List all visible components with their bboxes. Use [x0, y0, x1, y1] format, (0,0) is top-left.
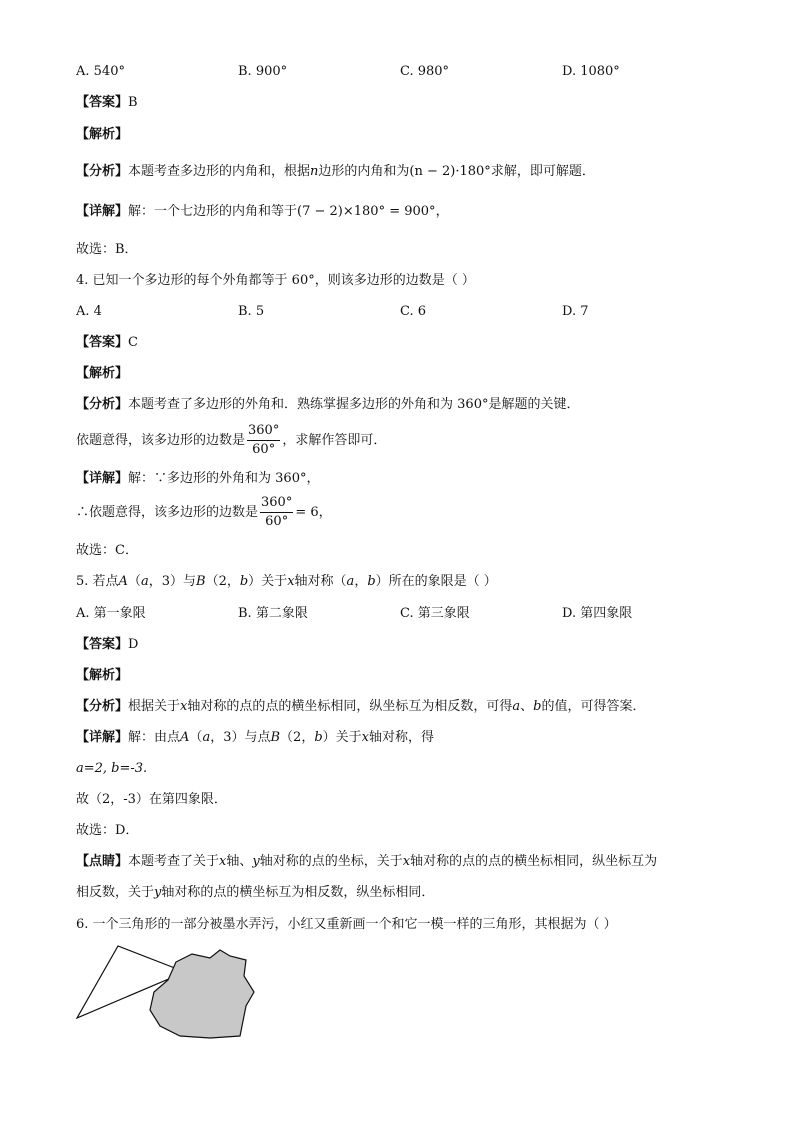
var-x: x	[180, 699, 188, 714]
detail-text: ，3）与点	[210, 730, 271, 745]
q5-values: a=2, b=-3.	[76, 761, 148, 776]
detail-text: 解：∵多边形的外角和为 360°，	[128, 471, 320, 486]
var-x: x	[402, 854, 411, 869]
fenxi-tag: 【分析】	[76, 397, 129, 412]
detail-text: ）关于	[322, 730, 362, 745]
q3-detail	[76, 202, 449, 222]
dianjing-text: 相反数，关于	[76, 885, 155, 900]
q4-option-d: D. 7	[562, 304, 589, 319]
q4-line-4	[76, 494, 332, 532]
dianjing-text: 本题考查了关于	[128, 854, 220, 869]
dianjing-text: 轴、	[226, 854, 253, 869]
detail-formula: (7 − 2)×180° = 900°	[297, 204, 436, 219]
ink-stained-triangle-figure	[70, 940, 270, 1050]
q5-conclusion: 故（2，-3）在第四象限．	[76, 792, 227, 807]
var-y: y	[154, 885, 162, 900]
point-a: A	[118, 574, 128, 589]
point-b: B	[196, 574, 206, 589]
dianjing-text: 轴对称的点的横坐标互为相反数，纵坐标相同．	[161, 885, 435, 900]
q-text: （	[127, 574, 141, 589]
q3-answer	[76, 93, 138, 113]
q3-analysis-tag	[76, 125, 128, 145]
var-b: b	[367, 574, 376, 589]
var-x: x	[287, 574, 295, 589]
answer-tag: 【答案】	[76, 335, 129, 350]
q5-analysis-tag	[76, 666, 128, 686]
q5-option-a: A. 第一象限	[76, 606, 146, 621]
fenxi-formula: (n − 2)·180°	[409, 164, 491, 179]
var-b: b	[314, 730, 323, 745]
q3-option-b: B. 900°	[238, 64, 288, 79]
frac-denominator: 60°	[252, 442, 276, 457]
line2-pre: 依题意得，该多边形的边数是	[76, 433, 246, 448]
q4-question: 4. 已知一个多边形的每个外角都等于 60°，则该多边形的边数是（ ）	[76, 273, 475, 288]
q3-fenxi	[76, 162, 595, 182]
point-b: B	[270, 730, 281, 745]
var-y: y	[252, 854, 260, 869]
q4-fenxi	[76, 395, 579, 415]
fenxi-text: 根据关于	[128, 699, 181, 714]
dianjing-text: 轴对称的点的坐标，关于	[259, 854, 403, 869]
q4-line-2	[76, 422, 386, 460]
analysis-tag: 【解析】	[76, 127, 129, 142]
detail-tag: 【详解】	[76, 730, 129, 745]
frac-numerator: 360°	[260, 494, 293, 513]
frac-numerator: 360°	[247, 422, 280, 441]
answer-tag: 【答案】	[76, 95, 129, 110]
dianjing-text: 轴对称的点的点的横坐标相同，纵坐标互为	[410, 854, 658, 869]
q4-choose: 故选：C．	[76, 543, 138, 558]
q5-option-d: D. 第四象限	[562, 606, 633, 621]
q5-choose: 故选：D．	[76, 823, 139, 838]
answer-value: B	[128, 95, 138, 110]
fraction-360-60	[260, 494, 293, 531]
fenxi-tag: 【分析】	[76, 699, 129, 714]
q5-question	[76, 572, 497, 592]
frac-denominator: 60°	[265, 514, 289, 529]
detail-text: 解：一个七边形的内角和等于	[128, 204, 298, 219]
var-a: a	[140, 574, 149, 589]
fenxi-text: 、	[520, 699, 534, 714]
ink-blot	[150, 950, 254, 1038]
q4-detail	[76, 469, 319, 489]
q-text: 轴对称（	[294, 574, 347, 589]
var-a: a	[512, 699, 521, 714]
q5-option-b: B. 第二象限	[238, 606, 308, 621]
q-text: 5. 若点	[76, 574, 119, 589]
q5-dianjing-1	[76, 852, 657, 872]
q3-option-a: A. 540°	[76, 64, 125, 79]
q3-option-d: D. 1080°	[562, 64, 620, 79]
fenxi-tag: 【分析】	[76, 164, 129, 179]
line4-post: = 6，	[295, 505, 332, 520]
answer-value: C	[128, 335, 138, 350]
fenxi-text-1: 本题考查多边形的内角和，根据	[128, 164, 311, 179]
answer-tag: 【答案】	[76, 637, 129, 652]
analysis-tag: 【解析】	[76, 366, 129, 381]
var-b: b	[533, 699, 542, 714]
line2-post: ，求解作答即可．	[282, 433, 387, 448]
q4-option-c: C. 6	[400, 304, 427, 319]
dianjing-tag: 【点睛】	[76, 854, 129, 869]
q6-question: 6. 一个三角形的一部分被墨水弄污，小红又重新画一个和它一模一样的三角形，其根据为（ ）	[76, 917, 617, 932]
point-a: A	[180, 730, 190, 745]
q4-answer	[76, 333, 138, 353]
q4-analysis-tag	[76, 364, 128, 384]
q-text: ）关于	[248, 574, 288, 589]
q5-option-c: C. 第三象限	[400, 606, 470, 621]
fraction-360-60	[247, 422, 280, 459]
fenxi-text: 本题考查了多边形的外角和．熟练掌握多边形的外角和为 360°是解题的关键．	[128, 397, 580, 412]
detail-end: ，	[435, 204, 449, 219]
var-b: b	[239, 574, 249, 589]
var-n: n	[310, 164, 319, 179]
fenxi-text: 的值，可得答案．	[541, 699, 646, 714]
line4-pre: ∴依题意得，该多边形的边数是	[76, 505, 259, 520]
q-text: ，3）与	[148, 574, 196, 589]
q-text: （2，	[205, 574, 240, 589]
detail-tag: 【详解】	[76, 471, 129, 486]
fenxi-text-3: 求解，即可解题．	[490, 164, 595, 179]
q4-option-b: B. 5	[238, 304, 265, 319]
detail-tag: 【详解】	[76, 204, 129, 219]
q3-option-c: C. 980°	[400, 64, 450, 79]
answer-value: D	[128, 637, 139, 652]
q3-choose: 故选：B．	[76, 242, 138, 257]
q-text: ，	[354, 574, 368, 589]
detail-text: 解：由点	[128, 730, 181, 745]
q-text: ）所在的象限是（ ）	[375, 574, 497, 589]
q5-dianjing-2	[76, 883, 434, 903]
detail-text: （2，	[280, 730, 315, 745]
analysis-tag: 【解析】	[76, 668, 129, 683]
q4-option-a: A. 4	[76, 304, 102, 319]
q5-answer	[76, 635, 138, 655]
fenxi-text-2: 边形的内角和为	[318, 164, 410, 179]
fenxi-text: 轴对称的点的点的横坐标相同，纵坐标互为相反数，可得	[187, 699, 513, 714]
var-a: a	[202, 730, 211, 745]
var-x: x	[219, 854, 227, 869]
detail-text: （	[189, 730, 203, 745]
var-a: a	[346, 574, 355, 589]
detail-text: 轴对称，得	[369, 730, 435, 745]
var-x: x	[361, 730, 370, 745]
q5-fenxi	[76, 697, 646, 717]
q5-detail	[76, 728, 434, 748]
